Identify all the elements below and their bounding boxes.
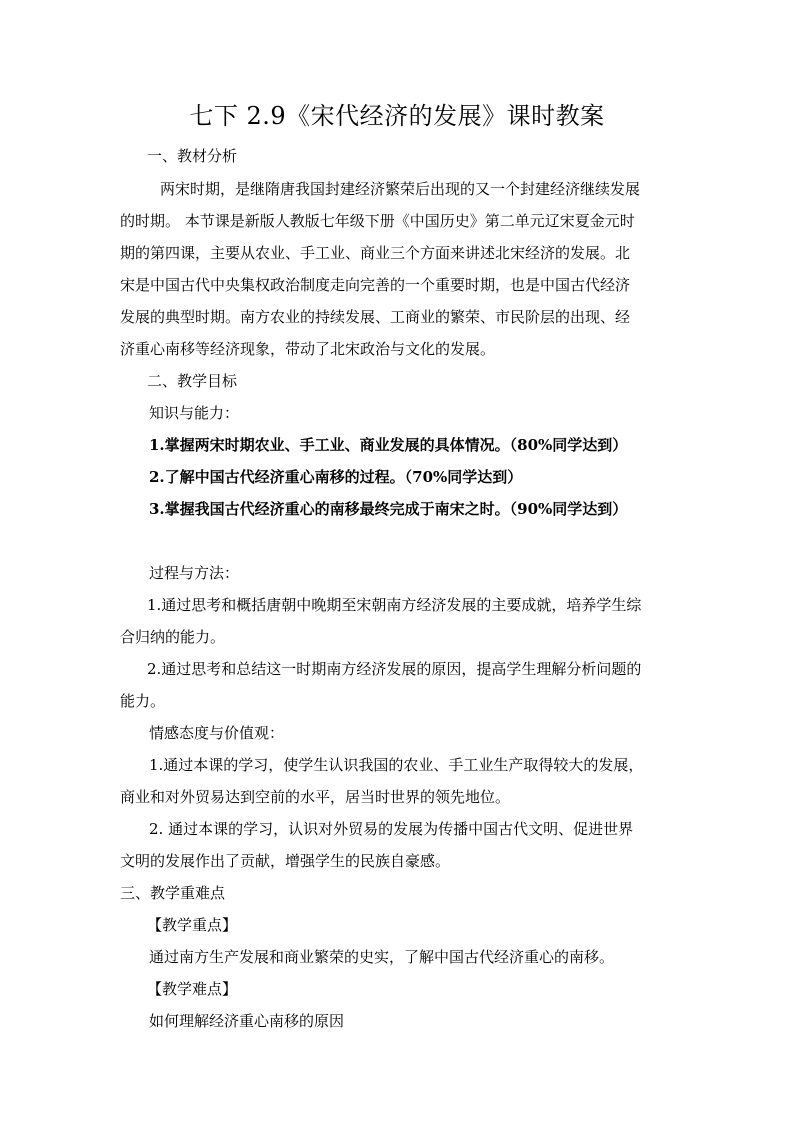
section3-heading: 三、教学重难点	[120, 884, 226, 902]
section1-paragraph-line: 的时期。 本节课是新版人教版七年级下册《中国历史》第二单元辽宋夏金元时	[120, 212, 635, 230]
process-item-line: 能力。	[120, 692, 166, 710]
difficult-point-label: 【教学难点】	[147, 980, 238, 998]
section1-paragraph-line: 宋是中国古代中央集权政治制度走向完善的一个重要时期，也是中国古代经济	[120, 276, 631, 294]
difficult-point-text: 如何理解经济重心南移的原因	[149, 1012, 345, 1030]
knowledge-item: 2.了解中国古代经济重心南移的过程。（70%同学达到）	[149, 468, 523, 486]
process-item-line: 合归纳的能力。	[120, 628, 226, 646]
document-title: 七下 2.9《宋代经济的发展》课时教案	[189, 102, 605, 130]
knowledge-item: 1.掌握两宋时期农业、手工业、商业发展的具体情况。（80%同学达到）	[149, 436, 628, 454]
section1-paragraph-line: 两宋时期，是继隋唐我国封建经济繁荣后出现的又一个封建经济继续发展	[160, 180, 641, 198]
key-point-text: 通过南方生产发展和商业繁荣的史实，了解中国古代经济重心的南移。	[149, 948, 615, 966]
process-item-line: 2.通过思考和总结这一时期南方经济发展的原因，提高学生理解分析问题的	[147, 660, 642, 678]
section2-heading: 二、教学目标	[147, 372, 238, 390]
knowledge-item: 3.掌握我国古代经济重心的南移最终完成于南宋之时。（90%同学达到）	[149, 500, 628, 518]
emotion-item-line: 2. 通过本课的学习，认识对外贸易的发展为传播中国古代文明、促进世界	[149, 820, 634, 838]
process-label: 过程与方法：	[149, 564, 240, 582]
knowledge-label: 知识与能力：	[149, 404, 240, 422]
section1-paragraph-line: 济重心南移等经济现象，带动了北宋政治与文化的发展。	[120, 340, 496, 358]
process-item-line: 1.通过思考和概括唐朝中晚期至宋朝南方经济发展的主要成就，培养学生综	[147, 596, 642, 614]
emotion-item-line: 文明的发展作出了贡献，增强学生的民族自豪感。	[120, 852, 451, 870]
section1-paragraph-line: 期的第四课，主要从农业、手工业、商业三个方面来讲述北宋经济的发展。北	[120, 244, 631, 262]
key-point-label: 【教学重点】	[147, 916, 238, 934]
emotion-label: 情感态度与价值观：	[149, 724, 285, 742]
section1-heading: 一、教材分析	[147, 147, 238, 165]
emotion-item-line: 商业和对外贸易达到空前的水平，居当时世界的领先地位。	[120, 788, 511, 806]
section1-paragraph-line: 发展的典型时期。南方农业的持续发展、工商业的繁荣、市民阶层的出现、经	[120, 308, 631, 326]
emotion-item-line: 1.通过本课的学习，使学生认识我国的农业、手工业生产取得较大的发展，	[149, 756, 644, 774]
